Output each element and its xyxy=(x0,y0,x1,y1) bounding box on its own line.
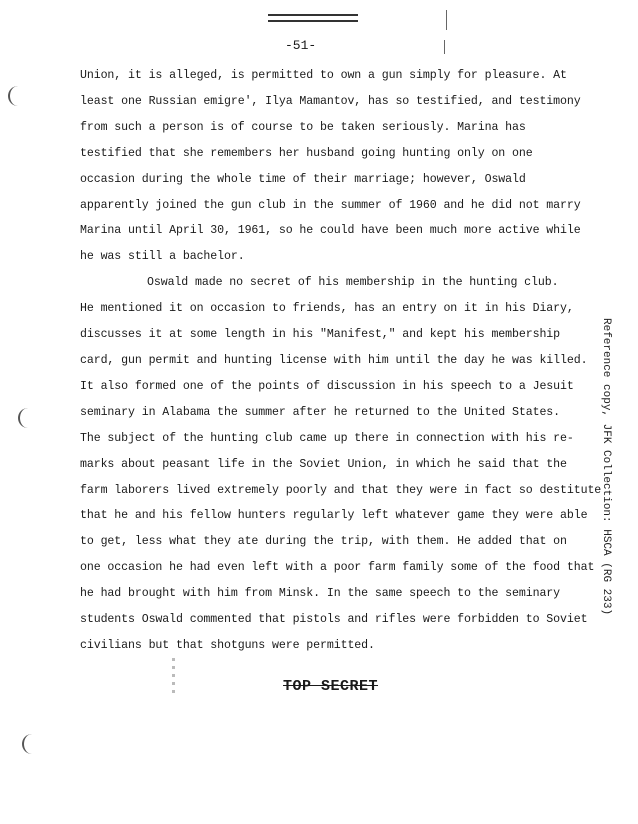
paragraph-2 xyxy=(80,270,602,659)
text-line: It also formed one of the points of discussion in his speech to a Jesuit xyxy=(80,379,574,393)
text-line: that he and his fellow hunters regularly left whatever game they were able xyxy=(80,509,588,523)
text-line: Union, it is alleged, is permitted to own a gun simply for pleasure. At xyxy=(80,69,567,82)
text-line: students Oswald commented that pistols and rifles were forbidden to Soviet xyxy=(80,613,588,627)
text-line: seminary in Alabama the summer after he returned to the United States. xyxy=(80,405,561,419)
reference-copy-note: Reference copy, JFK Collection: HSCA (RG 233) xyxy=(600,318,612,616)
text-line: testified that she remembers her husband going hunting only on one xyxy=(80,146,533,160)
text-line: Marina until April 30, 1961, so he could have been much more active while xyxy=(80,224,581,238)
text-line: card, gun permit and hunting license with him until the day he was killed. xyxy=(80,353,588,367)
binder-hole-mark xyxy=(8,86,24,106)
text-line: to get, less what they ate during the trip, with them. He added that on xyxy=(80,535,567,549)
text-line: farm laborers lived extremely poorly and that they were in fact so destitute xyxy=(80,483,602,497)
text-line: discusses it at some length in his "Manifest," and kept his membership xyxy=(80,328,561,342)
text-line: The subject of the hunting club came up there in connection with his re- xyxy=(80,431,574,445)
scan-artifact-dots xyxy=(168,658,180,698)
text-line: he was still a bachelor. xyxy=(80,250,245,264)
text-line: he had brought with him from Minsk. In the same speech to the seminary xyxy=(80,587,561,601)
text-line: occasion during the whole time of their marriage; however, Oswald xyxy=(80,172,526,186)
scan-artifact-line xyxy=(446,10,447,30)
binder-hole-mark xyxy=(22,734,38,754)
text-line: Oswald made no secret of his membership in the hunting club. xyxy=(147,276,559,290)
text-line: marks about peasant life in the Soviet Union, in which he said that the xyxy=(80,457,567,471)
text-line: apparently joined the gun club in the summer of 1960 and he did not marry xyxy=(80,198,581,212)
text-line: civilians but that shotguns were permitted. xyxy=(80,638,375,652)
paragraph-1 xyxy=(80,63,581,270)
footer-classification-stamp: TOP SECRET xyxy=(283,678,379,695)
text-line: least one Russian emigre', Ilya Mamantov, has so testified, and testimony xyxy=(80,94,581,108)
header-classification-redacted xyxy=(268,12,358,22)
text-line: from such a person is of course to be taken seriously. Marina has xyxy=(80,120,526,134)
text-line: one occasion he had even left with a poor farm family some of the food that xyxy=(80,561,595,575)
binder-hole-mark xyxy=(18,408,34,428)
page-number: -51- xyxy=(285,38,317,53)
body-text xyxy=(80,63,602,659)
scan-artifact-line xyxy=(444,40,445,54)
text-line: He mentioned it on occasion to friends, has an entry on it in his Diary, xyxy=(80,302,574,316)
